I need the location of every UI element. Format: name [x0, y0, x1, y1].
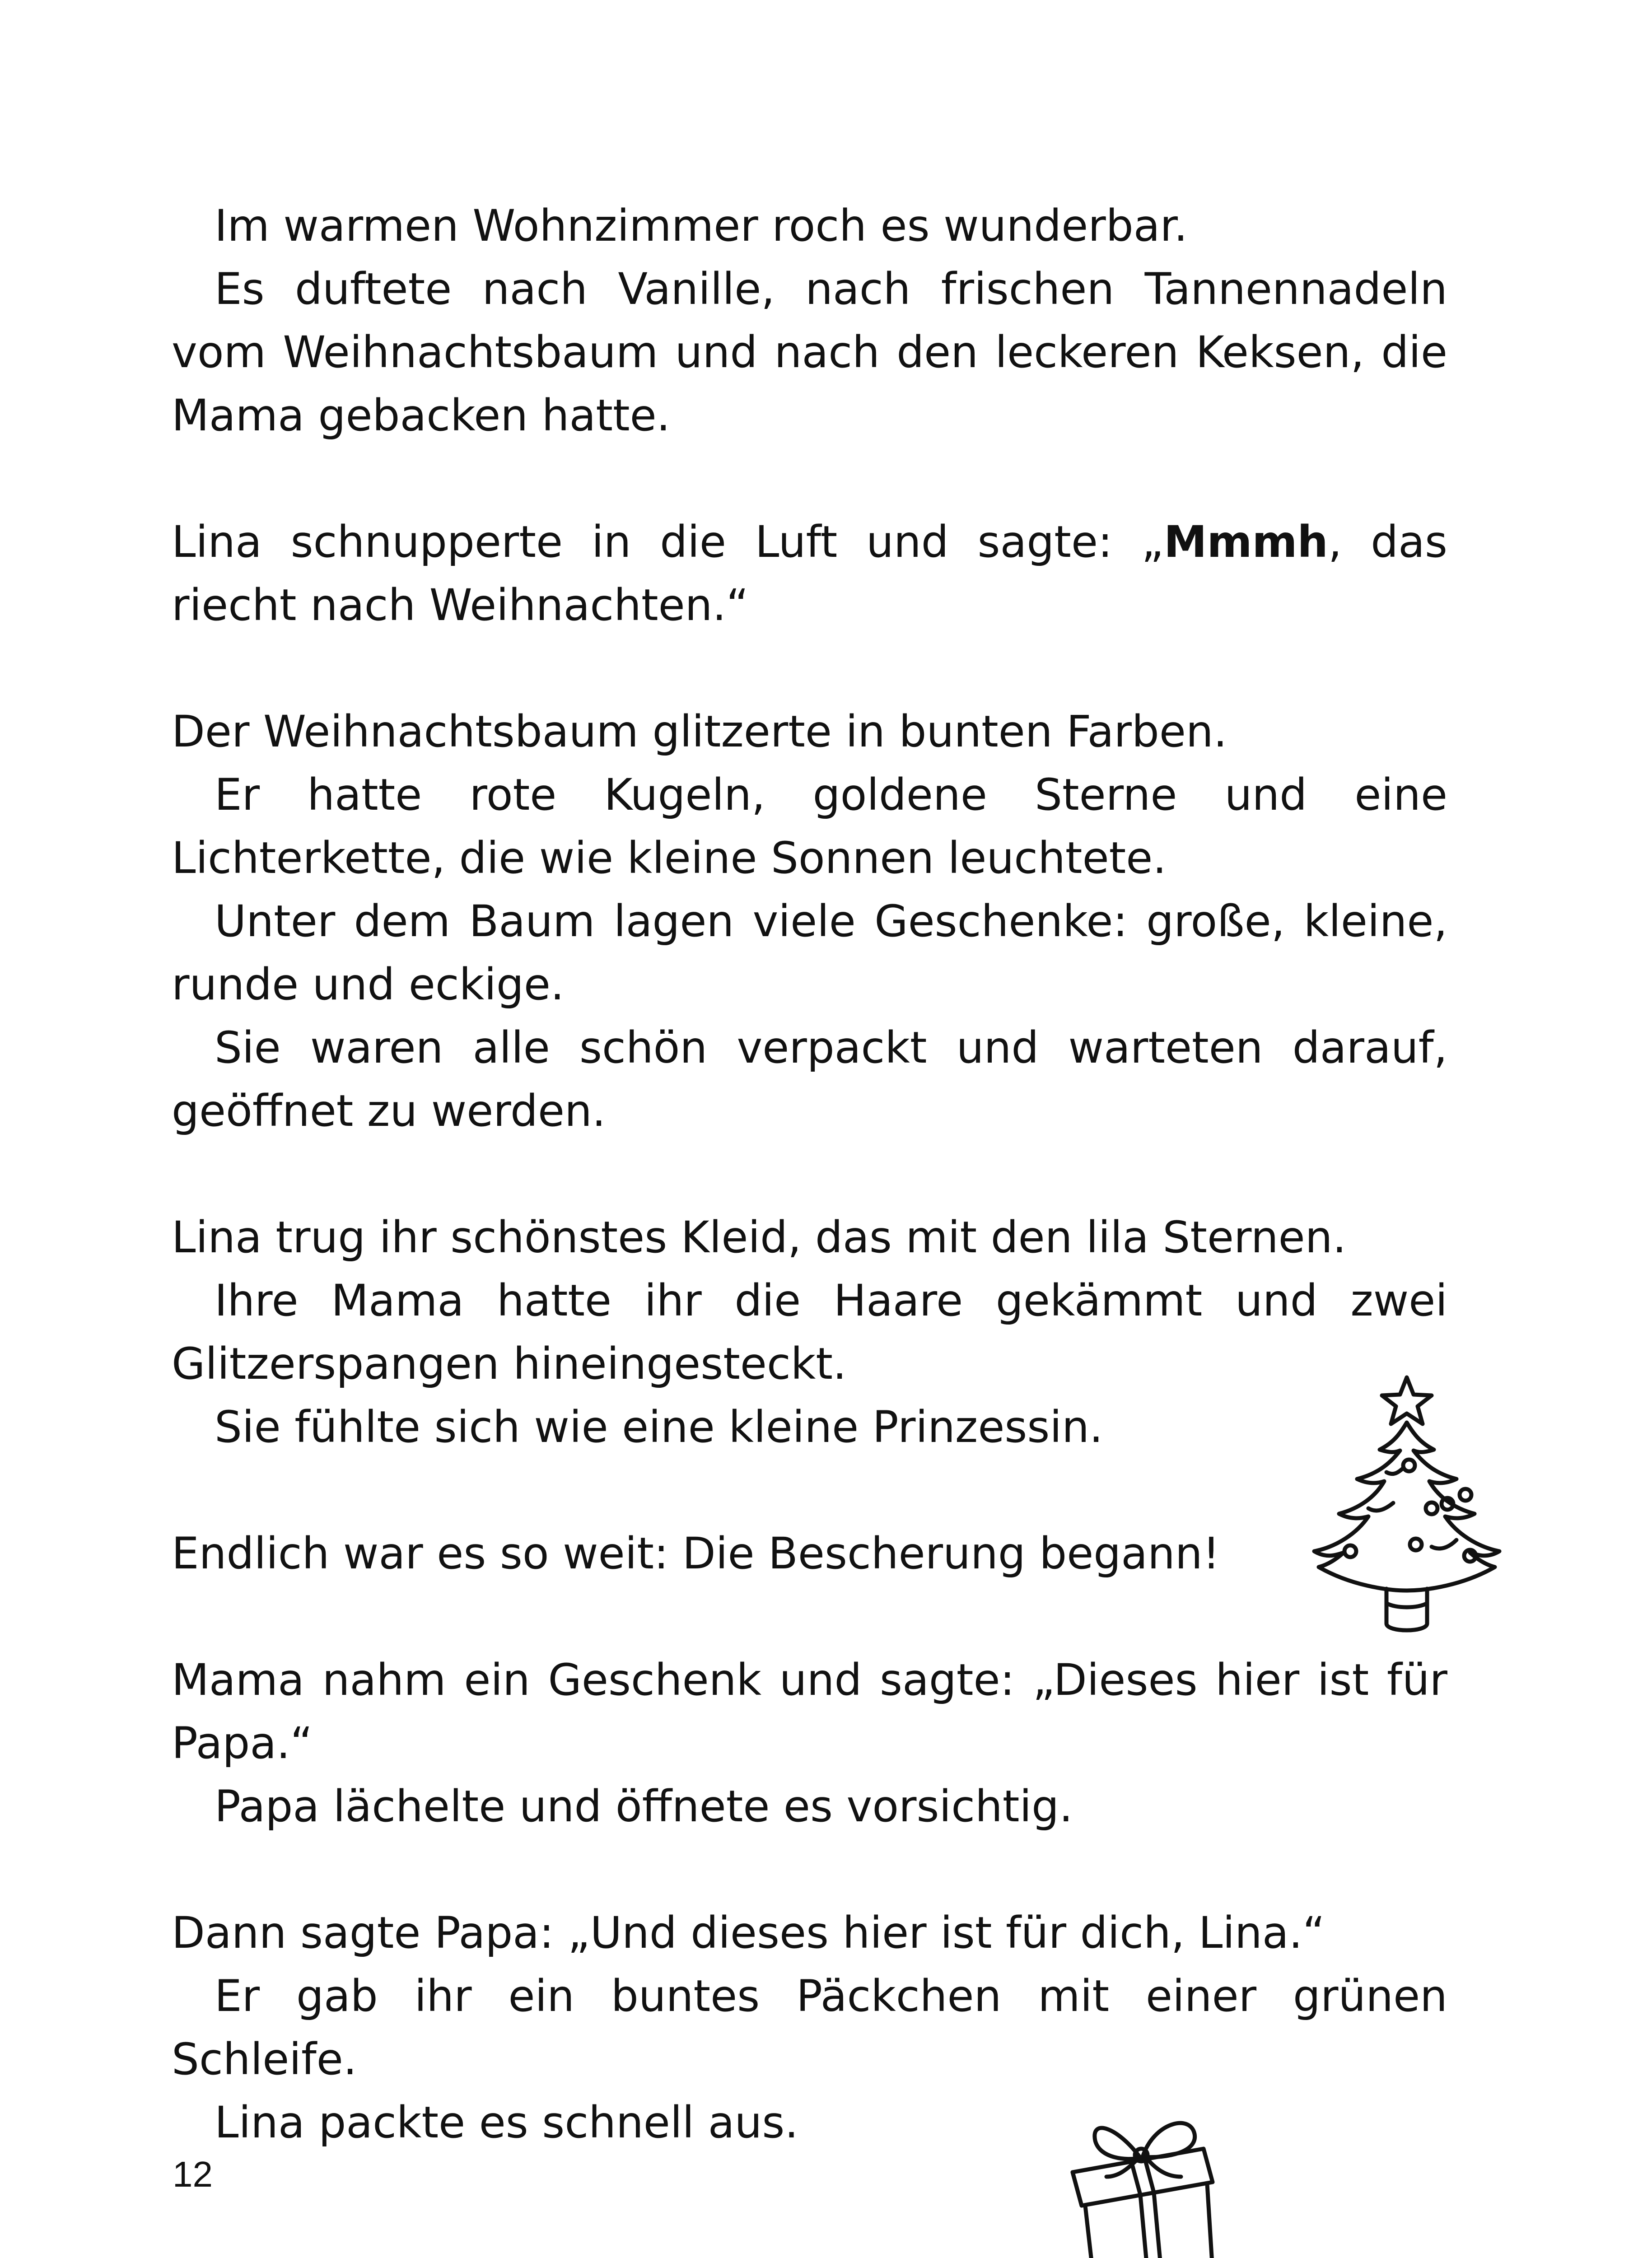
paragraph: Lina packte es schnell aus. [215, 2097, 798, 2148]
paragraph: Ihre Mama hatte ihr die Haare gekämmt und zwei Glitzerspangen hineingesteckt. [172, 1275, 1447, 1389]
paragraph: Es duftete nach Vanille, nach frischen Tannennadeln vom Weihnachtsbaum und nach den leckeren Keksen, die Mama gebacken hatte. [172, 264, 1447, 441]
paragraph: Papa lächelte und öffnete es vorsichtig. [215, 1781, 1073, 1832]
paragraph: Er hatte rote Kugeln, goldene Sterne und eine Lichterkette, die wie kleine Sonnen leuchtete. [172, 770, 1447, 883]
paragraph: Er gab ihr ein buntes Päckchen mit einer grünen Schleife. [172, 1971, 1447, 2085]
dialogue-text: Lina schnupperte in die Luft und sagte: „ [172, 517, 1164, 567]
story-text [172, 194, 1447, 2154]
christmas-tree-icon [1301, 1373, 1513, 1644]
paragraph: Sie fühlte sich wie eine kleine Prinzessin. [215, 1402, 1103, 1452]
paragraph: Mama nahm ein Geschenk und sagte: „Dieses hier ist für Papa.“ [172, 1655, 1447, 1768]
page-number: 12 [173, 2154, 213, 2194]
paragraph [172, 510, 1447, 637]
paragraph: Lina trug ihr schönstes Kleid, das mit den lila Sternen. [172, 1212, 1347, 1263]
paragraph: Unter dem Baum lagen viele Geschenke: große, kleine, runde und eckige. [172, 896, 1447, 1010]
gift-box-icon [1064, 2109, 1235, 2258]
paragraph: Sie waren alle schön verpackt und warteten darauf, geöffnet zu werden. [172, 1022, 1447, 1136]
paragraph: Der Weihnachtsbaum glitzerte in bunten Farben. [172, 706, 1227, 757]
paragraph: Endlich war es so weit: Die Bescherung begann! [172, 1528, 1220, 1579]
paragraph: Dann sagte Papa: „Und dieses hier ist für dich, Lina.“ [172, 1908, 1325, 1958]
dialogue-text: , das riecht nach Weihnachten.“ [172, 517, 1448, 630]
paragraph: Im warmen Wohnzimmer roch es wunderbar. [215, 201, 1188, 251]
bold-word: Mmmh [1163, 517, 1328, 567]
